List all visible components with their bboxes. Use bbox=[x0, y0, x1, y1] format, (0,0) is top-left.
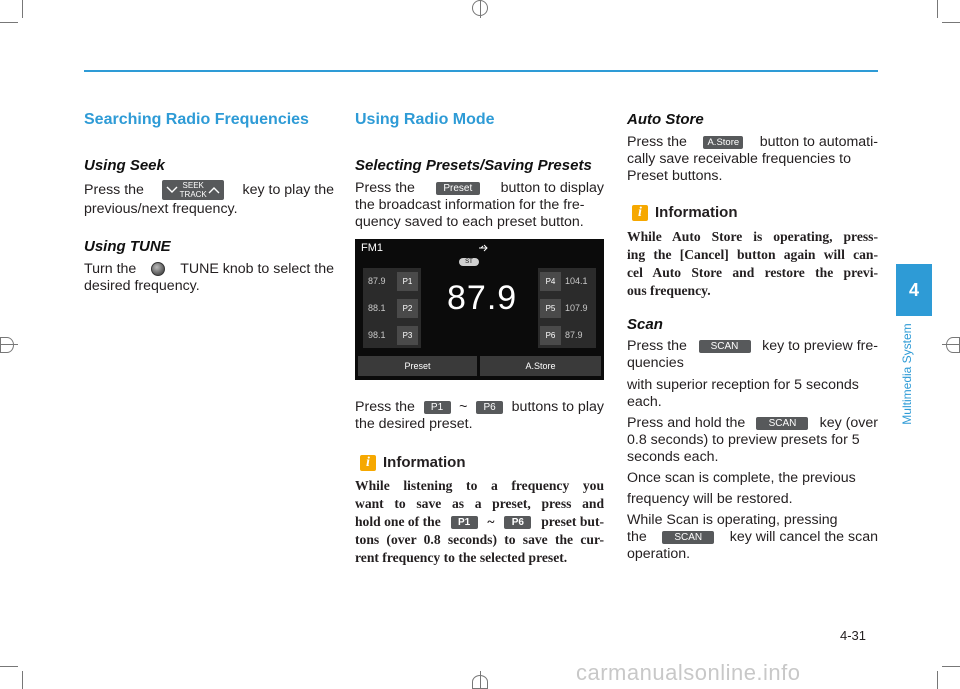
text: rent frequency to the selected preset. bbox=[355, 550, 568, 565]
seek-label: SEEK bbox=[182, 181, 204, 190]
text: cel Auto Store and restore the previ- bbox=[627, 265, 878, 280]
registration-mark bbox=[0, 337, 14, 353]
paragraph-press-presets bbox=[355, 399, 604, 432]
crop-mark bbox=[942, 22, 960, 23]
info-header bbox=[632, 204, 738, 221]
scan-button: SCAN bbox=[699, 340, 751, 353]
header-rule bbox=[84, 70, 878, 72]
text: button to automati- bbox=[759, 134, 878, 150]
page-number: 4-31 bbox=[840, 628, 867, 643]
text: ous frequency. bbox=[627, 283, 711, 298]
paragraph-auto-store bbox=[627, 134, 878, 184]
preset-button-p2[interactable]: P2 bbox=[397, 299, 418, 318]
stereo-badge: ST bbox=[459, 258, 479, 266]
text: previous/next frequency. bbox=[84, 201, 238, 217]
scan-button: SCAN bbox=[662, 531, 714, 544]
text: with superior reception for 5 seconds bbox=[627, 377, 859, 393]
tab-astore[interactable]: A.Store bbox=[480, 356, 601, 376]
text: the desired preset. bbox=[355, 416, 473, 432]
info-note-auto-store bbox=[627, 228, 878, 300]
preset-frequency: 87.9 bbox=[368, 276, 386, 286]
text: ~ bbox=[487, 514, 495, 529]
crop-mark bbox=[22, 0, 23, 18]
registration-mark bbox=[946, 337, 960, 353]
text: the bbox=[627, 529, 647, 545]
info-note-presets bbox=[355, 477, 604, 567]
chapter-title: Multimedia System bbox=[900, 323, 914, 425]
watermark: carmanualsonline.info bbox=[576, 660, 801, 685]
crop-mark bbox=[0, 22, 18, 23]
text: Turn the bbox=[84, 261, 137, 277]
info-icon: i bbox=[632, 205, 648, 221]
text: While listening to a frequency you bbox=[355, 478, 604, 493]
subheading-using-tune: Using TUNE bbox=[84, 238, 171, 255]
paragraph-seek bbox=[84, 180, 334, 217]
subheading-scan: Scan bbox=[627, 316, 663, 333]
info-title: Information bbox=[655, 204, 738, 221]
preset-button-p4[interactable]: P4 bbox=[540, 272, 561, 291]
preset-button-p6[interactable]: P6 bbox=[540, 326, 561, 345]
text: While Scan is operating, pressing bbox=[627, 512, 838, 528]
text: tons (over 0.8 seconds) to save the cur- bbox=[355, 532, 604, 547]
tune-knob-icon bbox=[151, 262, 165, 276]
preset-frequency: 107.9 bbox=[565, 303, 588, 313]
text: key to play the bbox=[242, 182, 334, 198]
paragraph-scan bbox=[627, 338, 878, 562]
text: frequency will be restored. bbox=[627, 491, 793, 507]
text: key (over bbox=[819, 415, 878, 431]
p1-button: P1 bbox=[451, 516, 478, 529]
preset-button-p1[interactable]: P1 bbox=[397, 272, 418, 291]
text: While Auto Store is operating, press- bbox=[627, 229, 878, 244]
text: key to preview fre- bbox=[762, 338, 878, 354]
crop-mark bbox=[22, 671, 23, 689]
paragraph-presets bbox=[355, 180, 604, 230]
preset-button-p3[interactable]: P3 bbox=[397, 326, 418, 345]
text: desired frequency. bbox=[84, 278, 200, 294]
current-frequency: 87.9 bbox=[447, 279, 518, 317]
text: Once scan is complete, the previous bbox=[627, 470, 856, 486]
text: each. bbox=[627, 394, 662, 410]
p6-button: P6 bbox=[504, 516, 531, 529]
text: the broadcast information for the fre- bbox=[355, 197, 585, 213]
text: buttons to play bbox=[511, 399, 604, 415]
subheading-auto-store: Auto Store bbox=[627, 111, 704, 128]
text: quencies bbox=[627, 355, 684, 371]
info-header bbox=[360, 454, 466, 471]
text: preset but- bbox=[541, 514, 604, 529]
text: Press the bbox=[84, 182, 144, 198]
preset-button-p5[interactable]: P5 bbox=[540, 299, 561, 318]
text: want to save as a preset, press and bbox=[355, 496, 604, 511]
chevron-up-icon bbox=[208, 186, 220, 194]
text: button to display bbox=[500, 180, 604, 196]
text: Preset buttons. bbox=[627, 168, 723, 184]
registration-mark bbox=[472, 0, 488, 16]
subheading-presets: Selecting Presets/Saving Presets bbox=[355, 157, 592, 174]
text: quency saved to each preset button. bbox=[355, 214, 584, 230]
section-heading: Using Radio Mode bbox=[355, 111, 495, 128]
crop-mark bbox=[937, 0, 938, 18]
text: Press the bbox=[355, 399, 415, 415]
text: 0.8 seconds) to preview presets for 5 bbox=[627, 432, 860, 448]
preset-frequency: 87.9 bbox=[565, 330, 583, 340]
text: Press and hold the bbox=[627, 415, 746, 431]
preset-frequency: 88.1 bbox=[368, 303, 386, 313]
paragraph-tune bbox=[84, 261, 334, 294]
scan-button: SCAN bbox=[756, 417, 808, 430]
text: Press the bbox=[627, 134, 687, 150]
preset-frequency: 98.1 bbox=[368, 330, 386, 340]
text: ~ bbox=[459, 399, 468, 415]
astore-button: A.Store bbox=[703, 136, 743, 149]
info-icon: i bbox=[360, 455, 376, 471]
track-label: TRACK bbox=[179, 190, 207, 199]
subheading-using-seek: Using Seek bbox=[84, 157, 165, 174]
preset-button: Preset bbox=[436, 182, 480, 195]
text: Press the bbox=[627, 338, 687, 354]
crop-mark bbox=[937, 671, 938, 689]
text: cally save receivable frequencies to bbox=[627, 151, 851, 167]
usb-icon bbox=[478, 244, 488, 252]
radio-screen bbox=[355, 239, 604, 380]
text: TUNE knob to select the bbox=[180, 261, 334, 277]
preset-frequency: 104.1 bbox=[565, 276, 588, 286]
band-label: FM1 bbox=[361, 242, 383, 254]
info-title: Information bbox=[383, 454, 466, 471]
p1-button: P1 bbox=[424, 401, 451, 414]
text: operation. bbox=[627, 546, 691, 562]
section-heading: Searching Radio Frequencies bbox=[84, 111, 309, 128]
text: seconds each. bbox=[627, 449, 719, 465]
tab-preset[interactable]: Preset bbox=[358, 356, 477, 376]
text: hold one of the bbox=[355, 514, 441, 529]
text: ing the [Cancel] button again will can- bbox=[627, 247, 878, 262]
registration-mark bbox=[472, 675, 488, 689]
text: Press the bbox=[355, 180, 415, 196]
p6-button: P6 bbox=[476, 401, 503, 414]
chapter-tab: 4 bbox=[896, 264, 932, 316]
text: key will cancel the scan bbox=[729, 529, 878, 545]
seek-track-button bbox=[162, 180, 224, 200]
crop-mark bbox=[0, 666, 18, 667]
crop-mark bbox=[942, 666, 960, 667]
